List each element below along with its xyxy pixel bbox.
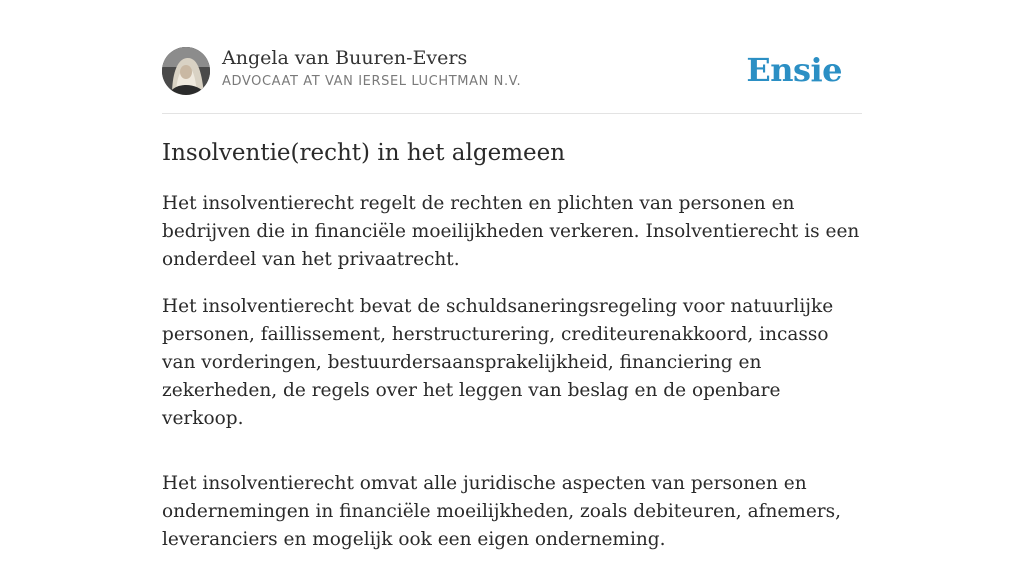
definition-card [162,0,862,550]
article-title: Insolventie(recht) in het algemeen [162,140,566,166]
avatar[interactable] [162,47,210,95]
paragraph: Het insolventierecht regelt de rechten en plichten van personen en bedrijven die in financiële moeilijkheden verkeren. Insolventierecht is een onderdeel van het privaatrecht. [162,193,860,270]
author-role: ADVOCAAT AT VAN IERSEL LUCHTMAN N.V. [222,74,522,89]
article-body [162,190,862,573]
author-name[interactable]: Angela van Buuren-Evers [222,47,468,69]
card-header [162,0,862,114]
paragraph: Het insolventierecht bevat de schuldsaneringsregeling voor natuurlijke personen, faillissement, herstructurering, crediteurenakkoord, incasso van vorderingen, bestuurdersaansprakelijkheid, financiering en zekerheden, de regels over het leggen van beslag en de openbare verkoop. [162,296,834,429]
person-photo-icon [162,47,210,95]
paragraph: Het insolventierecht omvat alle juridische aspecten van personen en ondernemingen in financiële moeilijkheden, zoals debiteuren, afnemers, leveranciers en mogelijk ook een eigen onderneming. [162,473,842,550]
brand-logo[interactable]: Ensie [746,51,842,89]
